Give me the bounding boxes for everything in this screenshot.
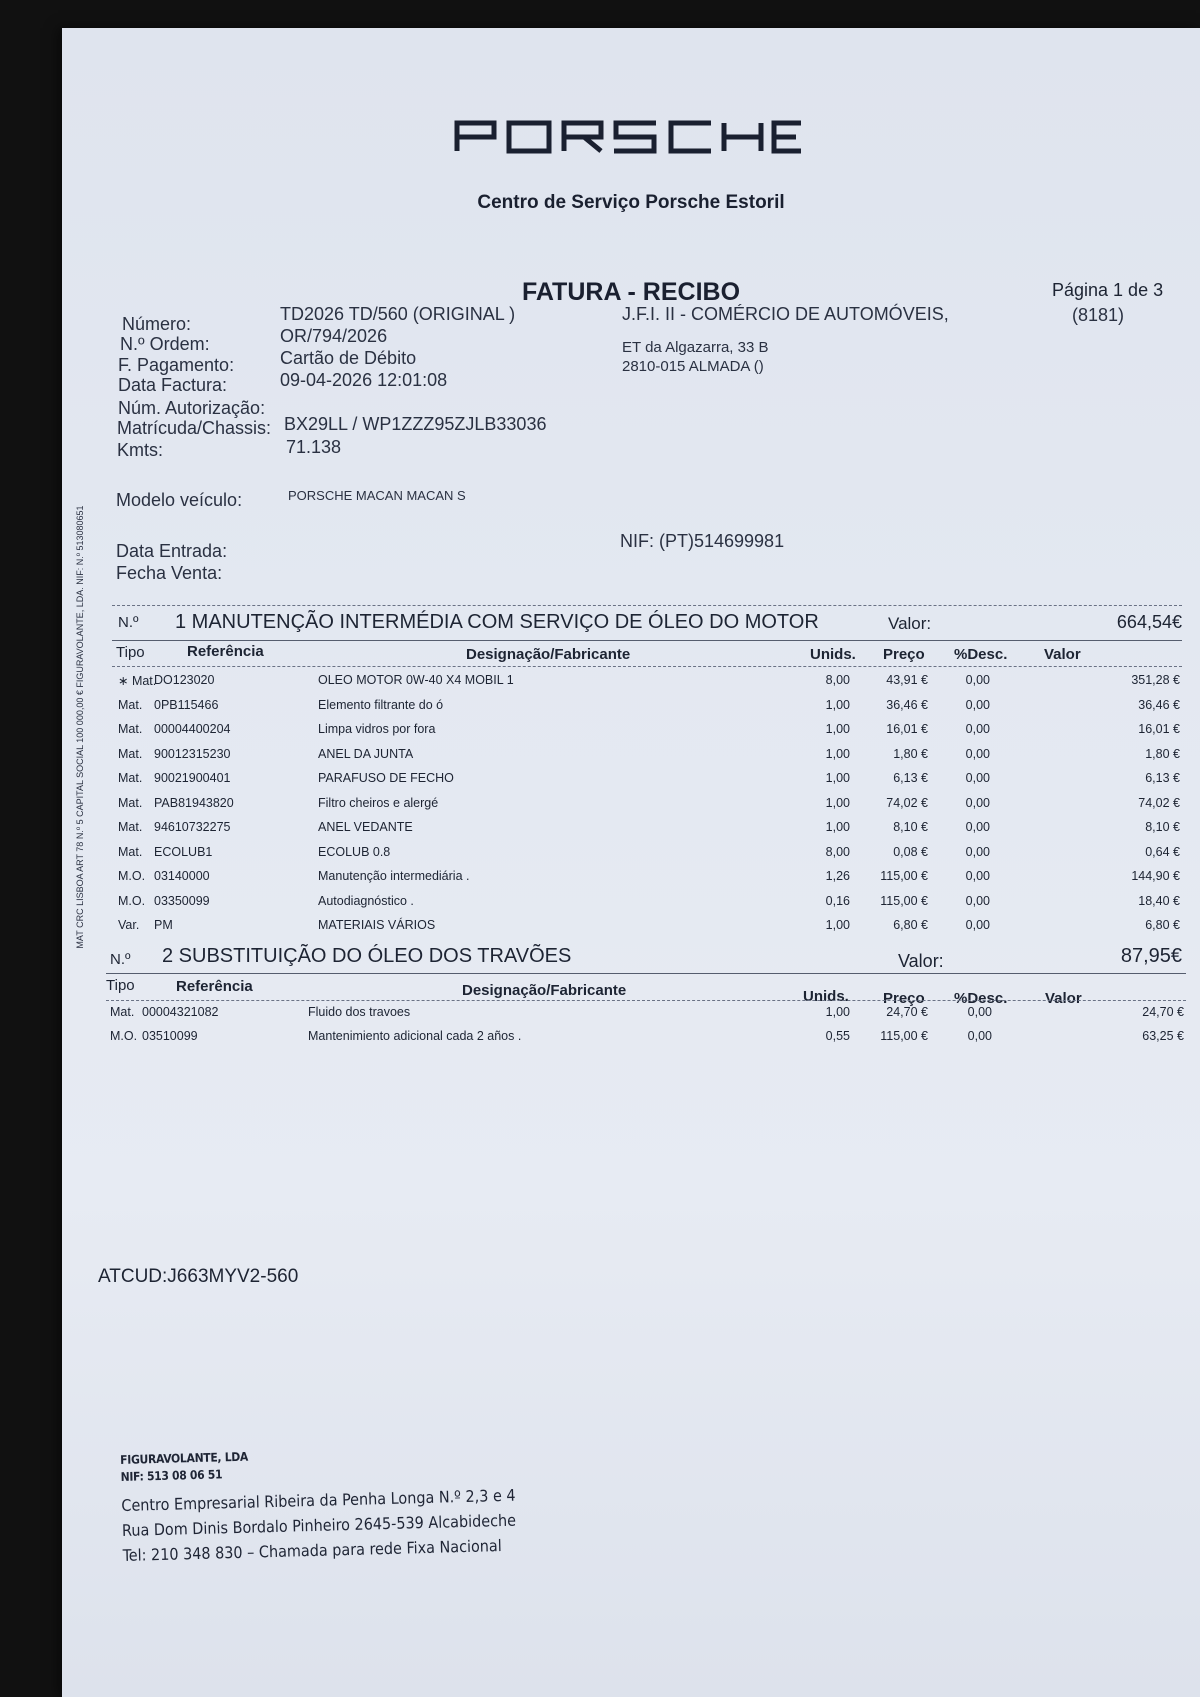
porsche-logo	[454, 120, 804, 154]
row-discount: 0,00	[965, 869, 990, 883]
row-discount: 0,00	[965, 746, 990, 761]
side-legal-text: MAT CRC LISBOA ART 78 N.º 5 CAPITAL SOCIAL 100 000,00 € FIGURAVOLANTE, LDA. NIF: N.º 513080651	[75, 505, 85, 949]
row-reference: PAB81943820	[154, 795, 234, 810]
customer-code: (8181)	[1072, 305, 1125, 325]
col-designacao: Designação/Fabricante	[462, 982, 627, 999]
row-units: 1,00	[825, 722, 850, 736]
customer-nif: NIF: (PT)514699981	[620, 531, 785, 551]
row-designation: Fluido dos travoes	[308, 1005, 411, 1019]
col-valor: Valor	[1044, 646, 1081, 663]
row-reference: DO123020	[154, 673, 215, 687]
row-designation: OLEO MOTOR 0W-40 X4 MOBIL 1	[318, 673, 514, 687]
row-tipo: M.O.	[118, 893, 146, 908]
row-price: 24,70 €	[886, 1005, 928, 1019]
porsche-wordmark-icon	[454, 120, 804, 154]
footer-nif: NIF: 513 08 06 51	[120, 1467, 223, 1484]
col-referencia: Referência	[187, 643, 264, 660]
invoice-page	[62, 28, 1200, 1697]
row-price: 8,10 €	[893, 820, 928, 834]
row-designation: ANEL VEDANTE	[318, 820, 413, 834]
row-price: 16,01 €	[886, 722, 928, 736]
col-desc: %Desc.	[954, 646, 1008, 663]
sale-date-label: Fecha Venta:	[116, 563, 223, 583]
section-valor-label: Valor:	[898, 951, 944, 971]
row-units: 1,00	[825, 820, 850, 834]
row-value: 24,70 €	[1142, 1005, 1184, 1019]
footer-line-2: Rua Dom Dinis Bordalo Pinheiro 2645-539 Alcabideche	[121, 1510, 517, 1540]
row-discount: 0,00	[965, 844, 990, 859]
row-reference: 03510099	[142, 1029, 198, 1043]
footer-line-3: Tel: 210 348 830 – Chamada para rede Fixa Nacional	[122, 1536, 502, 1565]
row-reference: PM	[154, 918, 173, 932]
row-designation: ECOLUB 0.8	[318, 844, 391, 859]
row-discount: 0,00	[965, 697, 990, 712]
row-value: 63,25 €	[1142, 1029, 1184, 1043]
row-value: 16,01 €	[1138, 722, 1180, 736]
field-label: Número:	[122, 314, 192, 334]
row-price: 0,08 €	[893, 844, 928, 859]
row-tipo: Mat.	[118, 722, 143, 736]
row-tipo: Mat.	[118, 771, 143, 785]
row-tipo: Mat.	[118, 746, 143, 761]
field-label: N.º Ordem:	[120, 334, 210, 354]
section-total: 87,95€	[1120, 945, 1182, 967]
field-label: Kmts:	[117, 440, 164, 460]
row-designation: Autodiagnóstico .	[318, 893, 414, 908]
row-discount: 0,00	[967, 1005, 992, 1019]
row-units: 1,00	[825, 795, 850, 810]
document-title: FATURA - RECIBO	[521, 278, 741, 306]
field-value-pagamento: Cartão de Débito	[280, 348, 417, 368]
section-heading: 1 MANUTENÇÃO INTERMÉDIA COM SERVIÇO DE ÓLEO DO MOTOR	[175, 611, 819, 633]
row-reference: 00004400204	[154, 722, 231, 736]
row-price: 43,91 €	[886, 673, 928, 687]
section-valor-label: Valor:	[888, 614, 932, 633]
row-price: 115,00 €	[880, 1029, 928, 1043]
section-no-label: N.º	[110, 951, 131, 968]
row-reference: 90012315230	[154, 746, 231, 761]
row-discount: 0,00	[965, 893, 990, 908]
row-designation: ANEL DA JUNTA	[318, 746, 414, 761]
row-tipo: Mat.	[118, 697, 143, 712]
row-tipo: Mat.	[118, 795, 143, 810]
row-tipo: Var.	[118, 918, 140, 932]
row-reference: 00004321082	[142, 1005, 219, 1019]
row-designation: Manutenção intermediária .	[318, 869, 470, 883]
row-units: 8,00	[825, 844, 850, 859]
field-label: F. Pagamento:	[118, 355, 235, 375]
col-desc: %Desc.	[954, 990, 1008, 1007]
row-discount: 0,00	[965, 820, 990, 834]
customer-name: J.F.I. II - COMÉRCIO DE AUTOMÓVEIS,	[622, 304, 949, 324]
row-value: 351,28 €	[1131, 673, 1180, 687]
row-value: 144,90 €	[1131, 869, 1180, 883]
row-discount: 0,00	[965, 722, 990, 736]
col-unids: Unids.	[803, 988, 849, 1005]
row-tipo: Mat.	[118, 820, 143, 834]
field-value-ordem: OR/794/2026	[280, 326, 388, 346]
field-label: Data Factura:	[118, 375, 228, 395]
row-designation: Limpa vidros por fora	[318, 722, 436, 736]
row-value: 6,80 €	[1145, 918, 1180, 932]
customer-address-2: 2810-015 ALMADA ()	[622, 358, 764, 375]
model-label: Modelo veículo:	[116, 490, 243, 510]
footer-company: FIGURAVOLANTE, LDA	[120, 1449, 249, 1467]
col-referencia: Referência	[176, 978, 253, 995]
row-value: 0,64 €	[1145, 844, 1180, 859]
row-reference: 03350099	[154, 893, 210, 908]
row-units: 1,00	[825, 746, 850, 761]
row-units: 1,26	[825, 869, 850, 883]
col-unids: Unids.	[810, 646, 856, 663]
row-value: 6,13 €	[1145, 771, 1180, 785]
row-value: 74,02 €	[1138, 795, 1180, 810]
row-price: 115,00 €	[880, 869, 928, 883]
model-value: PORSCHE MACAN MACAN S	[288, 488, 466, 503]
col-tipo: Tipo	[106, 977, 135, 994]
col-designacao: Designação/Fabricante	[466, 646, 631, 663]
col-preco: Preço	[883, 646, 925, 663]
row-units: 1,00	[825, 1005, 850, 1019]
entry-date-label: Data Entrada:	[116, 541, 228, 561]
section-total: 664,54€	[1116, 612, 1182, 632]
row-price: 6,80 €	[893, 918, 928, 932]
col-valor: Valor	[1045, 990, 1082, 1007]
field-value-kmts: 71.138	[286, 437, 342, 457]
row-units: 8,00	[825, 673, 850, 687]
field-value-matricula: BX29LL / WP1ZZZ95ZJLB33036	[284, 414, 547, 434]
row-tipo: Mat.	[110, 1005, 135, 1019]
service-center-name: Centro de Serviço Porsche Estoril	[477, 192, 785, 213]
section-no-label: N.º	[118, 614, 139, 631]
field-label: Matrícuda/Chassis:	[117, 418, 272, 438]
page-number: Página 1 de 3	[1052, 280, 1164, 300]
row-value: 8,10 €	[1145, 820, 1180, 834]
row-reference: 03140000	[154, 869, 210, 883]
company-footer	[120, 1443, 517, 1565]
field-value-numero: TD2026 TD/560 (ORIGINAL )	[280, 304, 516, 324]
row-price: 1,80 €	[893, 746, 928, 761]
footer-line-1: Centro Empresarial Ribeira da Penha Longa N.º 2,3 e 4	[121, 1485, 516, 1515]
row-discount: 0,00	[967, 1029, 992, 1043]
section-heading: 2 SUBSTITUIÇÃO DO ÓLEO DOS TRAVÕES	[162, 945, 572, 967]
row-value: 1,80 €	[1145, 746, 1180, 761]
row-reference: 94610732275	[154, 820, 231, 834]
row-discount: 0,00	[965, 673, 990, 687]
col-preco: Preço	[883, 990, 925, 1007]
row-tipo: ∗ Mat.	[118, 674, 157, 688]
row-value: 18,40 €	[1138, 893, 1180, 908]
row-designation: Filtro cheiros e alergé	[318, 795, 439, 810]
row-designation: Mantenimiento adicional cada 2 años .	[308, 1029, 522, 1043]
row-units: 1,00	[825, 771, 850, 785]
row-price: 36,46 €	[886, 697, 928, 712]
field-value-data-factura: 09-04-2026 12:01:08	[280, 370, 448, 390]
row-tipo: M.O.	[118, 869, 146, 883]
atcud-code: ATCUD:J663MYV2-560	[98, 1266, 299, 1287]
row-price: 6,13 €	[893, 771, 928, 785]
row-tipo: M.O.	[110, 1029, 138, 1043]
row-units: 1,00	[825, 697, 850, 712]
customer-address-1: ET da Algazarra, 33 B	[622, 339, 769, 356]
row-designation: Elemento filtrante do ó	[318, 697, 444, 712]
row-value: 36,46 €	[1138, 697, 1180, 712]
row-reference: 0PB115466	[154, 697, 219, 712]
col-tipo: Tipo	[116, 644, 145, 661]
row-designation: PARAFUSO DE FECHO	[318, 771, 454, 785]
row-designation: MATERIAIS VÁRIOS	[318, 918, 436, 932]
row-units: 0,16	[825, 893, 850, 908]
row-discount: 0,00	[965, 795, 990, 810]
row-tipo: Mat.	[118, 844, 143, 859]
row-units: 1,00	[825, 918, 850, 932]
row-discount: 0,00	[965, 918, 990, 932]
row-discount: 0,00	[965, 771, 990, 785]
row-reference: 90021900401	[154, 771, 231, 785]
field-label: Núm. Autorização:	[118, 398, 266, 418]
row-units: 0,55	[825, 1029, 850, 1043]
row-price: 74,02 €	[886, 795, 928, 810]
row-price: 115,00 €	[880, 893, 928, 908]
row-reference: ECOLUB1	[154, 844, 213, 859]
